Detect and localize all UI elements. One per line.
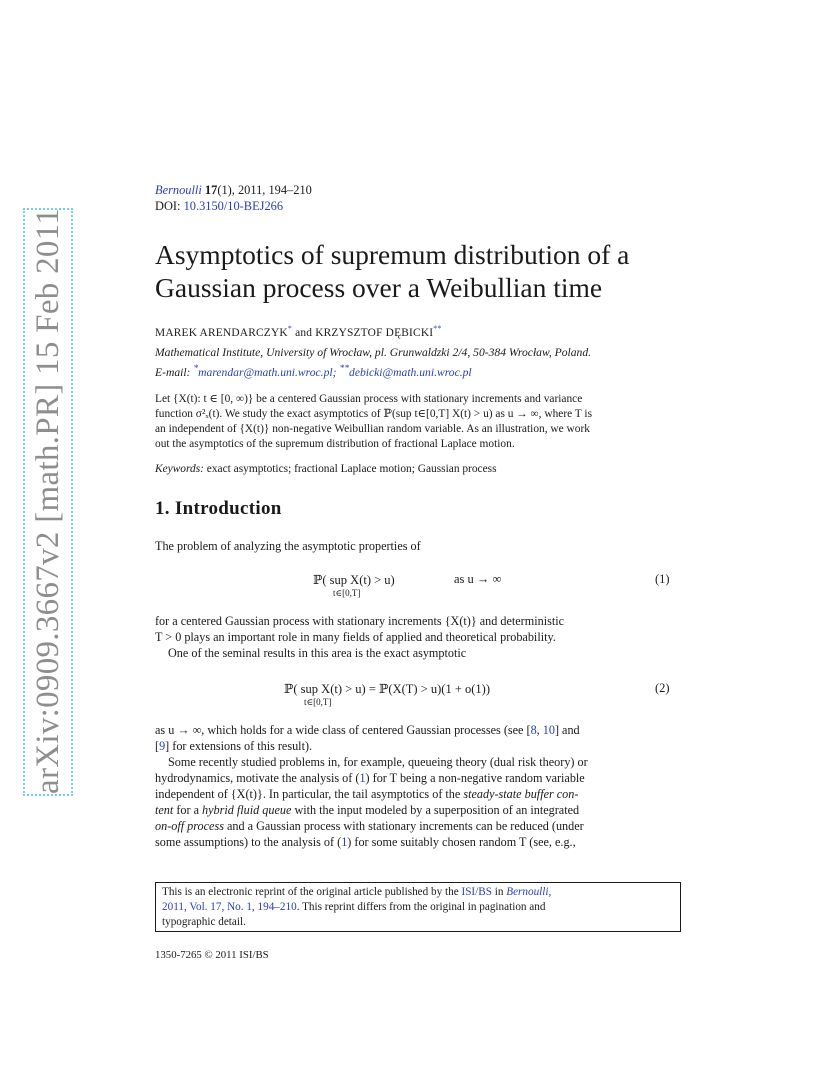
keywords bbox=[155, 461, 673, 477]
journal-issue: (1), 2011, 194–210 bbox=[217, 183, 312, 197]
section-number: 1. bbox=[155, 498, 170, 519]
equation-2-subscript: t∈[0,T] bbox=[304, 697, 332, 707]
notice-line: typographic detail. bbox=[162, 916, 246, 928]
author-2: KRZYSZTOF DĘBICKI bbox=[315, 326, 434, 339]
journal-volume: 17 bbox=[204, 183, 218, 197]
text: on-off process bbox=[155, 819, 224, 833]
abstract-line: Let {X(t): t ∈ [0, ∞)} be a centered Gaussian process with stationary increments and variance bbox=[155, 393, 583, 405]
paragraph-line bbox=[155, 738, 673, 754]
email-2-mark: ** bbox=[339, 363, 350, 374]
text: some assumptions) to the analysis of ( bbox=[155, 835, 342, 849]
paragraph-line: for a centered Gaussian process with stationary increments {X(t)} and deterministic bbox=[155, 614, 565, 628]
email-label: E-mail: bbox=[155, 365, 194, 379]
keywords-label: Keywords: bbox=[155, 463, 204, 475]
notice-line bbox=[162, 885, 551, 900]
paper-title bbox=[155, 238, 715, 304]
authors bbox=[155, 321, 673, 341]
arxiv-stamp[interactable]: arXiv:0909.3667v2 [math.PR] 15 Feb 2011 bbox=[23, 208, 73, 796]
paragraph-line: T > 0 plays an important role in many fields of applied and theoretical probability. bbox=[155, 630, 556, 644]
keywords-text: exact asymptotics; fractional Laplace motion; Gaussian process bbox=[203, 463, 497, 475]
paragraph-line bbox=[155, 802, 673, 818]
text: hybrid fluid queue bbox=[202, 803, 292, 817]
text: in bbox=[491, 886, 507, 898]
author-2-mark[interactable]: ** bbox=[433, 324, 442, 333]
equation-1-number: (1) bbox=[655, 572, 670, 586]
text: and a Gaussian process with stationary increments can be reduced (under bbox=[223, 819, 584, 833]
text: tent bbox=[155, 803, 174, 817]
equation-1-subscript: t∈[0,T] bbox=[333, 588, 361, 598]
author-1: MAREK ARENDARCZYK bbox=[155, 326, 288, 339]
paragraph-line bbox=[155, 770, 673, 786]
journal-citation bbox=[155, 182, 673, 198]
isi-bs-link[interactable]: ISI/BS bbox=[461, 886, 492, 898]
text: ) for some suitably chosen random T (see, e.g., bbox=[347, 835, 576, 849]
text: as u → ∞, which holds for a wide class of centered Gaussian processes (see [ bbox=[155, 723, 531, 737]
equation-1-condition: as u → ∞ bbox=[454, 572, 502, 586]
text: steady-state buffer con- bbox=[463, 787, 579, 801]
author-1-mark[interactable]: * bbox=[287, 324, 293, 333]
paragraph-line bbox=[155, 818, 673, 834]
doi-label: DOI: bbox=[155, 199, 181, 213]
text: , bbox=[536, 723, 543, 737]
title-line-2: Gaussian process over a Weibullian time bbox=[155, 272, 603, 303]
text: with the input modeled by a superposition of an integrated bbox=[291, 803, 580, 817]
text: for a bbox=[173, 803, 203, 817]
text: ] and bbox=[554, 723, 580, 737]
citation-link[interactable]: 9 bbox=[159, 739, 166, 753]
email-1-link[interactable]: marendar@math.uni.wroc.pl; bbox=[198, 365, 337, 379]
title-line-1: Asymptotics of supremum distribution of a bbox=[155, 239, 630, 270]
text: This is an electronic reprint of the original article published by the bbox=[162, 886, 462, 898]
authors-and: and bbox=[292, 326, 316, 339]
notice-line bbox=[162, 900, 545, 915]
citation-link[interactable]: 8 bbox=[530, 723, 537, 737]
equation-2-number: (2) bbox=[655, 681, 670, 695]
doi-line bbox=[155, 198, 673, 214]
equation-2: ℙ( sup X(t) > u) = ℙ(X(T) > u)(1 + o(1)) bbox=[284, 682, 490, 696]
volume-link[interactable]: 2011, Vol. 17, No. 1, 194–210 bbox=[162, 901, 297, 913]
text: ) for T being a non-negative random variable bbox=[365, 771, 585, 785]
abstract-line: an independent of {X(t)} non-negative Weibullian random variable. As an illustration, we work bbox=[155, 423, 590, 435]
paragraph-line: Some recently studied problems in, for example, queueing theory (dual risk theory) or bbox=[168, 755, 588, 769]
text: hydrodynamics, motivate the analysis of ( bbox=[155, 771, 360, 785]
abstract-line: out the asymptotics of the supremum distribution of fractional Laplace motion. bbox=[155, 438, 515, 450]
text: . This reprint differs from the original in pagination and bbox=[296, 901, 546, 913]
issn-copyright: 1350-7265 © 2011 ISI/BS bbox=[155, 949, 269, 961]
text: independent of {X(t)}. In particular, the tail asymptotics of the bbox=[155, 787, 464, 801]
email-1-mark: * bbox=[193, 363, 199, 374]
emails bbox=[155, 361, 673, 381]
equation-link[interactable]: 1 bbox=[341, 835, 348, 849]
reprint-notice-box bbox=[155, 882, 681, 932]
citation-link[interactable]: 10 bbox=[542, 723, 555, 737]
paragraph-line bbox=[155, 786, 673, 802]
abstract-line: function σ²ₓ(t). We study the exact asymptotics of ℙ(sup t∈[0,T] X(t) > u) as u → ∞, where T is bbox=[155, 408, 593, 420]
paragraph-line bbox=[155, 722, 673, 738]
journal-link[interactable]: Bernoulli bbox=[155, 183, 202, 197]
doi-link[interactable]: 10.3150/10-BEJ266 bbox=[183, 199, 284, 213]
bernoulli-link[interactable]: Bernoulli, bbox=[506, 886, 552, 898]
affiliation: Mathematical Institute, University of Wrocław, pl. Grunwaldzki 2/4, 50-384 Wrocław, Poland. bbox=[155, 346, 592, 359]
paragraph-line: One of the seminal results in this area is the exact asymptotic bbox=[168, 646, 467, 660]
equation-1: ℙ( sup X(t) > u) bbox=[313, 573, 395, 587]
email-2-link[interactable]: debicki@math.uni.wroc.pl bbox=[349, 365, 472, 379]
paragraph-line bbox=[155, 834, 673, 850]
intro-line: The problem of analyzing the asymptotic properties of bbox=[155, 539, 421, 553]
section-title: Introduction bbox=[174, 498, 282, 519]
text: ] for extensions of this result). bbox=[165, 739, 313, 753]
section-heading bbox=[155, 498, 282, 520]
equation-link[interactable]: 1 bbox=[359, 771, 366, 785]
text: [ bbox=[155, 739, 160, 753]
